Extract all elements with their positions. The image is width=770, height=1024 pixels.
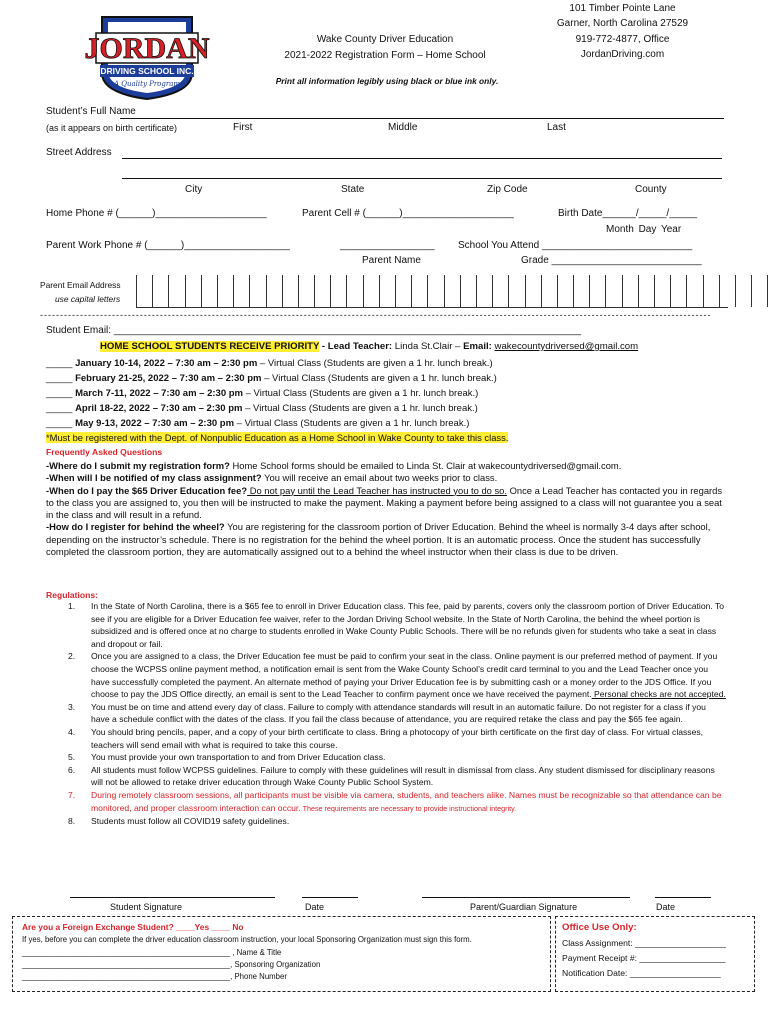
regulation-text: Once you are assigned to a class, the Driver Education fee must be paid to confirm your seat in the class. Online payment is our preferred method of payment. If you choose the WCPSS online payment method, a notification email is sent from the Wake County School’s credit card terminal to you and the Lead Teacher once you have successfully completed the payment. An alternate method of paying your Driver Education fee is by submitting cash or a money order to the JDS Office. If you choose to pay the JDS Office directly, an email is sent to the Lead Teacher to confirm payment once we have received the payment. (91, 651, 718, 700)
faq-answer-underlined: Do not pay until the Lead Teacher has instructed you to do so. (247, 484, 507, 496)
regulation-item: 6. All students must follow WCPSS guidelines. Failure to comply with these guidelines will result in dismissal from class. Any student dismissed for disciplinary reasons will not be allowed to retake driver education through Wake County Public School System. (68, 764, 715, 788)
regulation-text: In the State of North Carolina, there is a $65 fee to enroll in Driver Education class. This fee, paid by parents, covers only the classroom portion of Driver Education. To see if you are eligible for a Driver Education fee waiver, refer to the Jordan Driving School website. In the State of North Carolina, the behind the wheel portion is subsidized and is offered once at no charge to students enrolled in Wake County Public Schools. There will be no refunds given for students who take a seat in class and dropout or fail. (91, 601, 725, 649)
svg-text:A Quality Program: A Quality Program (113, 80, 181, 88)
regulation-item: 3. You must be on time and attend every day of class. Failure to comply with attendance standards will result in an automatic failure. Do not register for a class if you have a schedule conflict with the dates of the class. If you fail the class because of attendance, you are required retake the class and pay the $65 fee again. (68, 701, 706, 725)
class-option[interactable]: _____ May 9-13, 2022 – 7:30 am – 2:30 pm – Virtual Class (Students are given a 1 hr. lunch break.) (46, 418, 470, 429)
email-char-boxes[interactable] (136, 275, 768, 307)
parent-name-label: Parent Name (362, 255, 421, 266)
email-char-box[interactable] (266, 275, 282, 307)
email-char-box[interactable] (686, 275, 702, 307)
header-center (250, 32, 520, 64)
class-dates: February 21-25, 2022 – 7:30 am – 2:30 pm (75, 373, 262, 384)
email-char-box[interactable] (605, 275, 621, 307)
home-phone-field[interactable]: Home Phone # (______)____________________ (46, 208, 267, 219)
email-char-box[interactable] (282, 275, 298, 307)
email-char-box[interactable] (557, 275, 573, 307)
regulation-text: Students must follow all COVID19 safety guidelines. (91, 816, 290, 827)
office-fields (562, 936, 726, 981)
email-char-box[interactable] (703, 275, 719, 307)
lead-teacher-label: - Lead Teacher: (319, 341, 393, 352)
faq-question: -When do I pay the $65 Driver Education fee? (46, 484, 248, 496)
address-line: 101 Timber Pointe Lane (569, 3, 676, 14)
faq-question: -How do I register for behind the wheel? (46, 521, 225, 533)
jordan-logo (84, 13, 210, 101)
email-char-box[interactable] (314, 275, 330, 307)
office-use-title: Office Use Only: (562, 922, 637, 933)
faq-answer: You are registering for the classroom portion of Driver Education. Behind the wheel is normally 3-4 days after school, depending on the instructor’s schedule. There is no registration for the behind the wheel portion. It is an automatic process. Once the student has successfully completed the classroom portion, they are automatically assigned out to a behind the wheel instructor when their class is due to be driven. (46, 521, 711, 558)
email-char-box[interactable] (427, 275, 443, 307)
work-phone-field[interactable]: Parent Work Phone # (______)___________________ (46, 240, 290, 251)
birth-cert-note: (as it appears on birth certificate) (46, 123, 178, 133)
email-char-box[interactable] (492, 275, 508, 307)
class-option[interactable]: _____ January 10-14, 2022 – 7:30 am – 2:30 pm – Virtual Class (Students are given a 1 hr. lunch break.) (46, 358, 493, 369)
class-note: – Virtual Class (Students are given a 1 hr. lunch break.) (234, 418, 470, 429)
regulation-item: 5. You must provide your own transportation to and from Driver Education class. (68, 752, 386, 763)
faq-item (46, 521, 726, 558)
class-dates: April 18-22, 2022 – 7:30 am – 2:30 pm (75, 403, 243, 414)
priority-line (100, 341, 638, 352)
email-box-bottom (136, 307, 728, 308)
city-label: City (185, 184, 203, 195)
full-name-field[interactable] (120, 118, 724, 119)
regulation-text: You should bring pencils, paper, and a copy of your birth certificate to class. Bring a photocopy of your birth certificate on the first day of class. For virtual classes, teachers will send email with what is required to take this course. (91, 726, 704, 750)
school-attend-field[interactable]: School You Attend ___________________________ (458, 240, 693, 251)
faq-answer: Once a Lead Teacher has contacted you in regards to the class you are assigned to, you then will be instructed to make the payment. Making a payment before being assigned to a class will not guarantee you a seat in the class and will result in a refund. (46, 484, 723, 521)
email-char-box[interactable] (460, 275, 476, 307)
address-line: JordanDriving.com (580, 49, 665, 61)
email-char-box[interactable] (233, 275, 249, 307)
email-label: Parent Email Address (40, 280, 121, 290)
email-char-box[interactable] (201, 275, 217, 307)
ink-note: Print all information legibly using black or blue ink only. (275, 76, 499, 86)
email-char-box[interactable] (136, 275, 152, 307)
lead-teacher-name: Linda St.Clair – (392, 341, 464, 352)
address-line: 919-772-4877, Office (575, 33, 670, 45)
regulation-text: During remotely classroom sessions, all participants must be visible via camera, students, and teachers alike. Names must be recognizable so that attendance can be monitored, and proper classroom interaction can occur. (91, 789, 722, 813)
email-char-box[interactable] (346, 275, 362, 307)
email-char-box[interactable] (330, 275, 346, 307)
email-char-box[interactable] (168, 275, 184, 307)
address-block (530, 1, 715, 63)
regulation-item: 2. Once you are assigned to a class, the Driver Education fee must be paid to confirm your seat in the class. Online payment is our preferred method of payment. If you choose the WCPSS online payment method, a notification email is sent from the Wake County School’s credit card terminal to you and the Lead Teacher once you have successfully completed the payment. An alternate method of paying your Driver Education fee is by submitting cash or a money order to the JDS Office. If you choose to pay the JDS Office directly, an email is sent to the Lead Teacher to confirm payment once we have received the payment. Personal checks are not accepted. (68, 651, 726, 700)
email-char-box[interactable] (735, 275, 751, 307)
student-date-field[interactable] (302, 897, 358, 898)
regulation-text: All students must follow WCPSS guidelines. Failure to comply with these guidelines will result in dismissal from class. Any student dismissed for disciplinary reasons will not be allowed to retake driver education through Wake County Public School System. (91, 764, 715, 788)
parent-cell-field[interactable]: Parent Cell # (______)____________________ (302, 208, 514, 219)
last-label: Last (547, 122, 566, 133)
faq-item (46, 460, 726, 472)
email-char-box[interactable] (525, 275, 541, 307)
notification-date-field[interactable]: Notification Date: ___________________ (562, 968, 721, 978)
county-label: County (635, 184, 667, 195)
street-field-2[interactable] (122, 178, 722, 179)
email-char-box[interactable] (249, 275, 265, 307)
email-char-box[interactable] (152, 275, 168, 307)
middle-label: Middle (388, 122, 418, 133)
lead-teacher-email[interactable]: wakecountydriversed@gmail.com (494, 341, 639, 352)
street-label: Street Address (46, 147, 112, 158)
email-char-box[interactable] (298, 275, 314, 307)
regulation-red-note: These requirements are necessary to provide instructional integrity. (300, 803, 517, 813)
email-char-box[interactable] (476, 275, 492, 307)
parent-signature-field[interactable] (422, 897, 630, 898)
svg-text:DRIVING SCHOOL INC.: DRIVING SCHOOL INC. (100, 66, 194, 76)
regulation-text: You must be on time and attend every day of class. Failure to comply with attendance standards will result in an automatic failure. Do not register for a class if you have a schedule conflict with the dates of the class. If you fail the class because of attendance, you are required retake the class and pay the $65 fee again. (91, 701, 706, 725)
regulation-item: 4. You should bring pencils, paper, and a copy of your birth certificate to class. Bring a photocopy of your birth certificate on the first day of class. For virtual classes, teachers will send email with what is required to take this course. (68, 726, 704, 750)
email-char-box[interactable] (541, 275, 557, 307)
date-label: Date (656, 902, 676, 912)
parent-name-field[interactable]: _________________ (340, 240, 435, 251)
parent-signature-label: Parent/Guardian Signature (470, 902, 578, 912)
regulation-item: 7. During remotely classroom sessions, all participants must be visible via camera, students, and teachers alike. Names must be recognizable so that attendance can be monitored, and proper classroom interaction can occur. These requirements are necessary to provide instructional integrity. (68, 789, 722, 813)
parent-date-field[interactable] (655, 897, 711, 898)
class-list (46, 356, 646, 431)
full-name-label: Student’s Full Name (46, 106, 136, 117)
class-note: – Virtual Class (Students are given a 1 hr. lunch break.) (243, 388, 479, 399)
sponsor-name-field[interactable]: ________________________________________________ , Name & Title (22, 948, 282, 957)
email-char-box[interactable] (395, 275, 411, 307)
email-char-box[interactable] (379, 275, 395, 307)
date-format-hint: Month Day Year (606, 224, 682, 235)
regulation-text: You must provide your own transportation to and from Driver Education class. (91, 752, 386, 763)
faq-title: Frequently Asked Questions (46, 447, 163, 457)
zip-label: Zip Code (487, 184, 528, 195)
foreign-question[interactable]: Are you a Foreign Exchange Student? ____Yes ____ No (22, 922, 244, 932)
email-char-box[interactable] (654, 275, 670, 307)
must-register-note (46, 432, 508, 443)
email-char-box[interactable] (622, 275, 638, 307)
regulation-item: 1. In the State of North Carolina, there is a $65 fee to enroll in Driver Education class. This fee, paid by parents, covers only the classroom portion of Driver Education. To see if you are eligible for a Driver Education fee waiver, refer to the Jordan Driving School website. In the State of North Carolina, the behind the wheel portion is subsidized and is offered once at no charge to students enrolled in Wake County Public Schools. There will be no refunds given for students who take a seat in class and dropout or fail. (68, 601, 725, 649)
email-char-box[interactable] (670, 275, 686, 307)
class-note: – Virtual Class (Students are given a 1 hr. lunch break.) (257, 358, 493, 369)
header-title: Wake County Driver Education (316, 34, 454, 45)
email-char-box[interactable] (363, 275, 379, 307)
personal-checks-note: Personal checks are not accepted. (591, 689, 726, 700)
state-label: State (341, 184, 365, 195)
class-note: – Virtual Class (Students are given a 1 hr. lunch break.) (261, 373, 497, 384)
class-dates: May 9-13, 2022 – 7:30 am – 2:30 pm (75, 418, 235, 429)
header-subtitle: 2021-2022 Registration Form – Home School (284, 50, 486, 61)
sponsor-fields (22, 947, 320, 983)
faq-block (46, 460, 726, 558)
regulations-list (46, 600, 726, 828)
class-option[interactable]: _____ February 21-25, 2022 – 7:30 am – 2:30 pm – Virtual Class (Students are given a 1 hr. lunch break.) (46, 373, 497, 384)
must-register-text: *Must be registered with the Dept. of Nonpublic Education as a Home School in Wake County to take this class. (46, 432, 509, 443)
class-dates: January 10-14, 2022 – 7:30 am – 2:30 pm (75, 358, 258, 369)
sponsor-phone-field[interactable]: ________________________________________________, Phone Number (22, 972, 287, 981)
faq-question: -Where do I submit my registration form? (46, 460, 230, 471)
faq-answer: Home School forms should be emailed to Linda St. Clair at wakecountydriversed@gmail.com. (229, 460, 622, 471)
student-signature-field[interactable] (70, 897, 275, 898)
email-char-box[interactable] (185, 275, 201, 307)
class-option[interactable]: _____ April 18-22, 2022 – 7:30 am – 2:30 pm – Virtual Class (Students are given a 1 hr. lunch break.) (46, 403, 478, 414)
class-dates: March 7-11, 2022 – 7:30 am – 2:30 pm (75, 388, 243, 399)
email-char-box[interactable] (719, 275, 735, 307)
faq-item (46, 485, 726, 522)
email-char-box[interactable] (444, 275, 460, 307)
email-char-box[interactable] (411, 275, 427, 307)
class-note: – Virtual Class (Students are given a 1 hr. lunch break.) (242, 403, 478, 414)
faq-question: -When will I be notified of my class assignment? (46, 472, 262, 484)
email-char-box[interactable] (573, 275, 589, 307)
grade-field[interactable]: Grade ___________________________ (521, 255, 702, 266)
regulations-title: Regulations: (46, 590, 99, 600)
birth-date-field[interactable]: Birth Date______/_____/_____ (558, 208, 698, 219)
class-option[interactable]: _____ March 7-11, 2022 – 7:30 am – 2:30 pm – Virtual Class (Students are given a 1 hr. lunch break.) (46, 388, 479, 399)
faq-item (46, 472, 726, 484)
email-char-box[interactable] (217, 275, 233, 307)
cut-divider: ------------------------------------------------------------------------------------------------------------------------------------------------------------------------ (40, 310, 712, 320)
email-char-box[interactable] (751, 275, 768, 307)
email-char-box[interactable] (638, 275, 654, 307)
student-email-field[interactable]: Student Email: ____________________________________________________________________________________ (46, 325, 581, 336)
class-assignment-field[interactable]: Class Assignment: ___________________ (562, 938, 726, 948)
address-line: Garner, North Carolina 27529 (556, 18, 689, 30)
priority-highlight: HOME SCHOOL STUDENTS RECEIVE PRIORITY (100, 341, 320, 352)
regulation-item: 8. Students must follow all COVID19 safety guidelines. (68, 816, 290, 827)
foreign-instruction: If yes, before you can complete the driver education classroom instruction, your local Sponsoring Organization must sign this form. (22, 935, 472, 944)
payment-receipt-field[interactable]: Payment Receipt #: __________________ (562, 953, 726, 963)
street-field[interactable] (122, 158, 722, 159)
email-label-inline: Email: (463, 341, 492, 352)
sponsor-org-field[interactable]: ________________________________________________, Sponsoring Organization (22, 960, 321, 969)
date-label: Date (305, 902, 325, 912)
svg-text:JORDAN: JORDAN (84, 32, 210, 65)
first-label: First (233, 122, 253, 133)
faq-answer: You will receive an email about two weeks prior to class. (261, 472, 498, 484)
student-signature-label: Student Signature (110, 902, 183, 912)
email-caps-note: use capital letters (55, 294, 121, 304)
email-char-box[interactable] (508, 275, 524, 307)
email-char-box[interactable] (589, 275, 605, 307)
